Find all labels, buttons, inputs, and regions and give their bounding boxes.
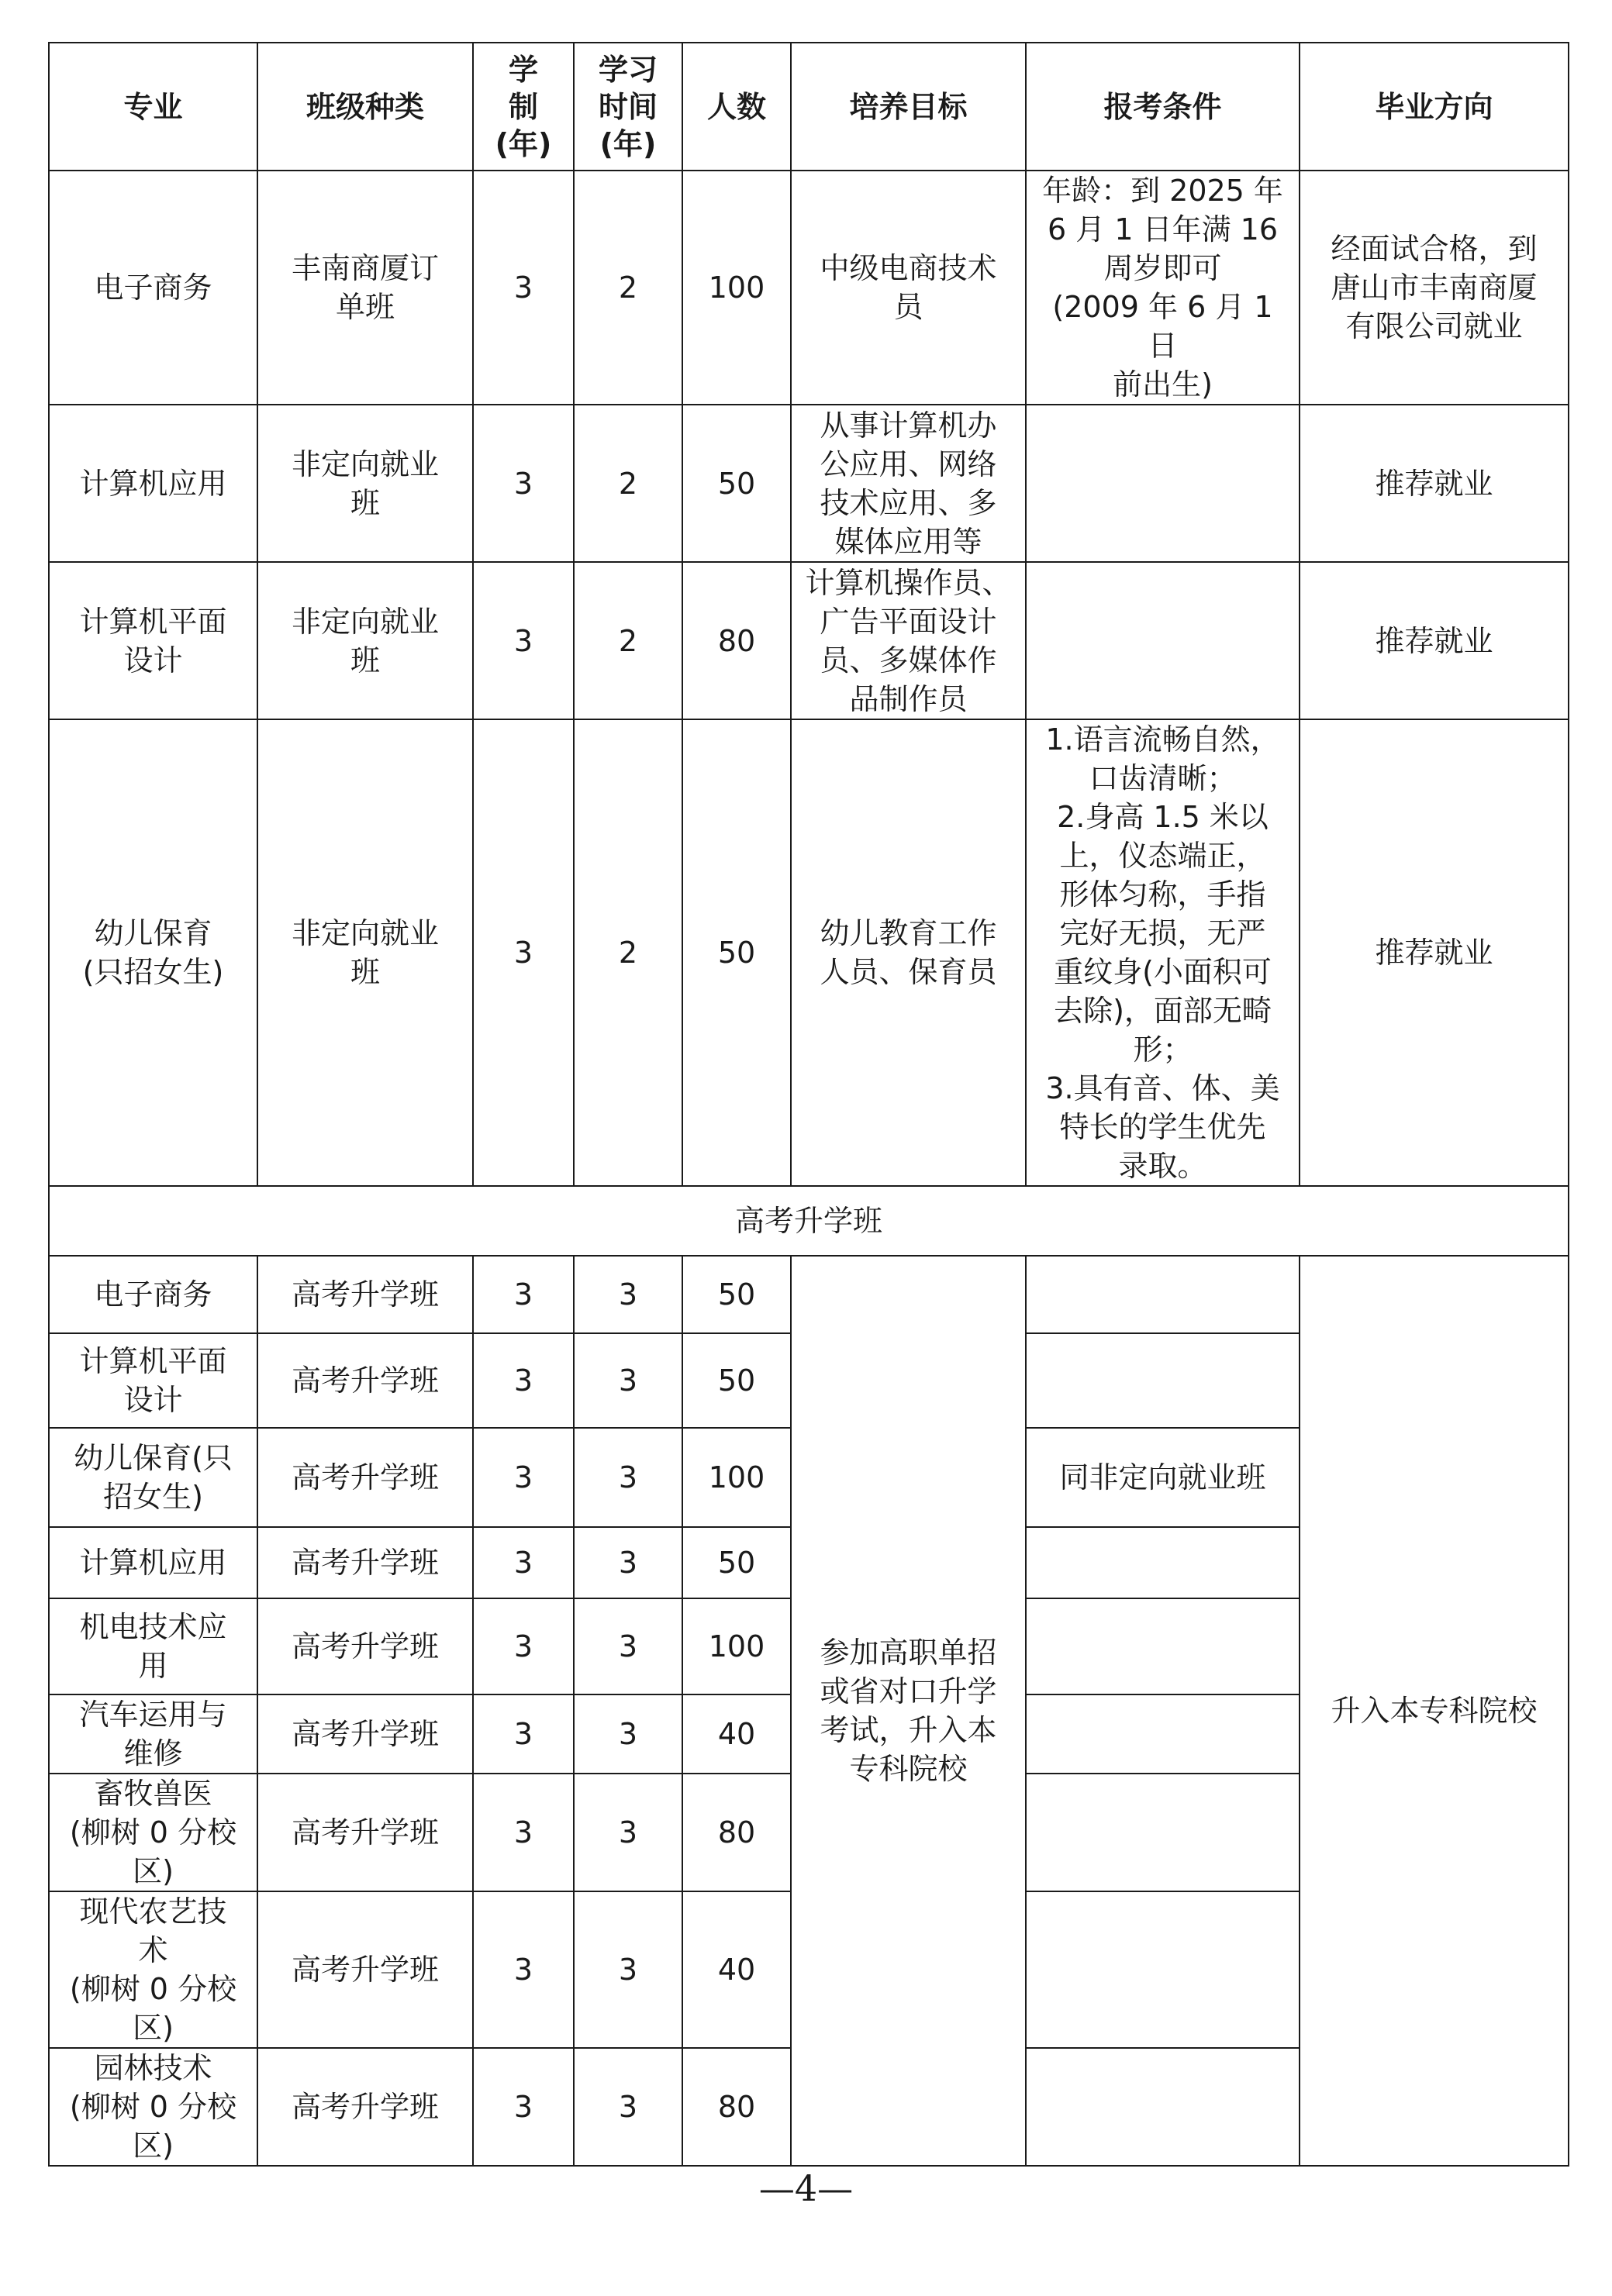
cell-study: 2 [574,405,682,562]
section-row [49,1186,1569,1256]
cell-study: 3 [574,1694,682,1774]
exam-direction-cell: 升入本专科院校 [1300,1256,1569,2166]
section-title: 高考升学班 [49,1186,1569,1256]
cell-requirement [1026,1694,1300,1774]
cell-count: 50 [682,1256,791,1333]
cell-requirement [1026,1256,1300,1333]
cell-study: 3 [574,2048,682,2166]
page-number: —4— [758,2167,854,2209]
cell-class-type: 非定向就业 班 [257,562,473,719]
cell-major: 畜牧兽医 (柳树 0 分校 区) [49,1774,257,1891]
header-goal: 培养目标 [791,43,1026,171]
enrollment-table [48,42,1569,2167]
cell-requirement: 年龄：到 2025 年 6 月 1 日年满 16 周岁即可 (2009 年 6 月 1 日 前出生) [1026,171,1300,405]
cell-study: 3 [574,1333,682,1428]
cell-system: 3 [473,1256,574,1333]
cell-count: 80 [682,1774,791,1891]
cell-class-type: 高考升学班 [257,1527,473,1598]
cell-requirement [1026,2048,1300,2166]
cell-system: 3 [473,719,574,1186]
cell-system: 3 [473,405,574,562]
cell-requirement: 1.语言流畅自然， 口齿清晰； 2.身高 1.5 米以 上，仪态端正， 形体匀称，手指 完好无损，无严 重纹身(小面积可 去除)，面部无畸 形； 3.具有音、体、美 特长的学生优先 录取。 [1026,719,1300,1186]
cell-major: 幼儿保育(只 招女生) [49,1428,257,1527]
cell-requirement [1026,562,1300,719]
cell-direction: 推荐就业 [1300,562,1569,719]
cell-requirement [1026,405,1300,562]
cell-count: 100 [682,171,791,405]
cell-major: 园林技术 (柳树 0 分校 区) [49,2048,257,2166]
cell-system: 3 [473,1333,574,1428]
cell-system: 3 [473,562,574,719]
cell-major: 机电技术应 用 [49,1598,257,1694]
cell-study: 2 [574,562,682,719]
header-count: 人数 [682,43,791,171]
cell-count: 100 [682,1428,791,1527]
cell-study: 3 [574,1527,682,1598]
header-class-type: 班级种类 [257,43,473,171]
cell-class-type: 非定向就业 班 [257,719,473,1186]
cell-system: 3 [473,1428,574,1527]
cell-count: 50 [682,1527,791,1598]
cell-system: 3 [473,1891,574,2048]
header-direction: 毕业方向 [1300,43,1569,171]
cell-system: 3 [473,171,574,405]
cell-goal: 从事计算机办 公应用、网络 技术应用、多 媒体应用等 [791,405,1026,562]
cell-count: 80 [682,562,791,719]
cell-major: 计算机应用 [49,1527,257,1598]
table-row [49,171,1569,405]
cell-count: 40 [682,1891,791,2048]
cell-requirement [1026,1333,1300,1428]
cell-count: 100 [682,1598,791,1694]
cell-class-type: 高考升学班 [257,1333,473,1428]
cell-class-type: 高考升学班 [257,1256,473,1333]
cell-major: 电子商务 [49,1256,257,1333]
cell-requirement [1026,1598,1300,1694]
table-row [49,719,1569,1186]
cell-goal: 中级电商技术 员 [791,171,1026,405]
cell-major: 计算机应用 [49,405,257,562]
cell-study: 2 [574,171,682,405]
table-row [49,1256,1569,1333]
cell-direction: 经面试合格，到 唐山市丰南商厦 有限公司就业 [1300,171,1569,405]
cell-goal: 计算机操作员、 广告平面设计 员、多媒体作 品制作员 [791,562,1026,719]
cell-direction: 推荐就业 [1300,719,1569,1186]
cell-class-type: 高考升学班 [257,2048,473,2166]
cell-requirement [1026,1891,1300,2048]
cell-requirement: 同非定向就业班 [1026,1428,1300,1527]
cell-goal: 幼儿教育工作 人员、保育员 [791,719,1026,1186]
cell-system: 3 [473,1774,574,1891]
cell-count: 50 [682,1333,791,1428]
cell-major: 计算机平面 设计 [49,1333,257,1428]
cell-system: 3 [473,1598,574,1694]
cell-class-type: 非定向就业 班 [257,405,473,562]
cell-direction: 推荐就业 [1300,405,1569,562]
header-system-years: 学 制 (年) [473,43,574,171]
cell-count: 80 [682,2048,791,2166]
cell-study: 3 [574,1598,682,1694]
cell-count: 50 [682,405,791,562]
cell-major: 现代农艺技 术 (柳树 0 分校 区) [49,1891,257,2048]
cell-class-type: 高考升学班 [257,1598,473,1694]
cell-class-type: 高考升学班 [257,1694,473,1774]
cell-count: 50 [682,719,791,1186]
table-row [49,562,1569,719]
header-major: 专业 [49,43,257,171]
cell-study: 3 [574,1774,682,1891]
table-row [49,405,1569,562]
cell-system: 3 [473,1527,574,1598]
cell-class-type: 丰南商厦订 单班 [257,171,473,405]
cell-class-type: 高考升学班 [257,1774,473,1891]
cell-major: 幼儿保育 (只招女生) [49,719,257,1186]
cell-count: 40 [682,1694,791,1774]
cell-system: 3 [473,2048,574,2166]
cell-study: 3 [574,1428,682,1527]
cell-study: 3 [574,1891,682,2048]
cell-class-type: 高考升学班 [257,1428,473,1527]
cell-study: 3 [574,1256,682,1333]
cell-major: 电子商务 [49,171,257,405]
cell-requirement [1026,1527,1300,1598]
cell-system: 3 [473,1694,574,1774]
cell-major: 计算机平面 设计 [49,562,257,719]
header-study-years: 学习 时间 (年) [574,43,682,171]
exam-goal-cell: 参加高职单招 或省对口升学 考试，升入本 专科院校 [791,1256,1026,2166]
header-row [49,43,1569,171]
cell-study: 2 [574,719,682,1186]
cell-class-type: 高考升学班 [257,1891,473,2048]
cell-major: 汽车运用与 维修 [49,1694,257,1774]
header-requirement: 报考条件 [1026,43,1300,171]
cell-requirement [1026,1774,1300,1891]
